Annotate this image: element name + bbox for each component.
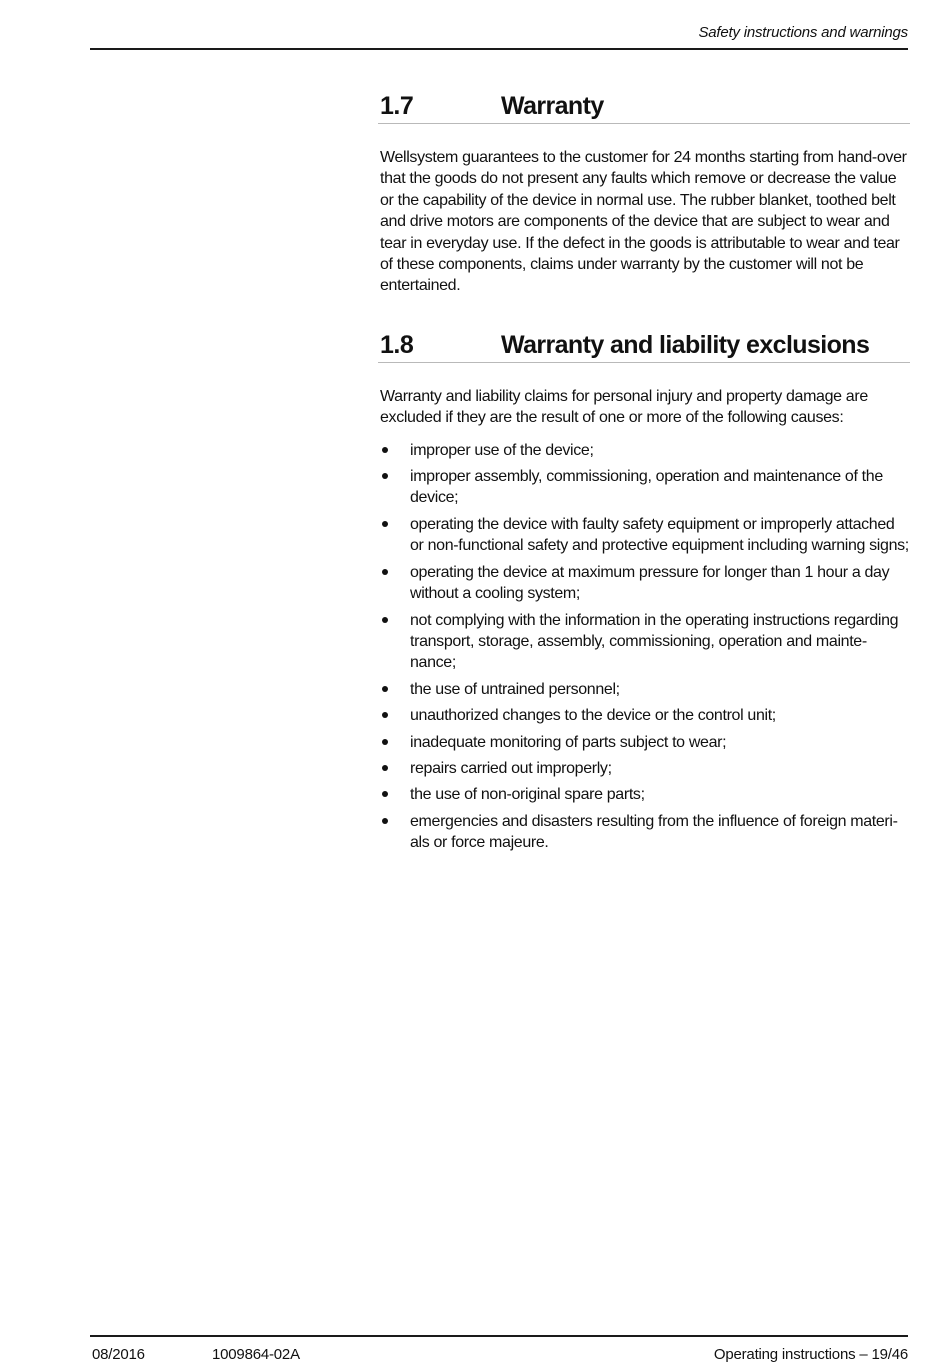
list-item-text: unauthorized changes to the device or the control unit; (410, 707, 776, 725)
bullet-icon (382, 818, 388, 824)
list-item (380, 679, 910, 700)
list-item-text: not complying with the information in the operating instructions regarding transport, storage, assembly, commissioning, operation and mainte-nance; (410, 611, 899, 672)
bullet-icon (382, 569, 388, 575)
bullet-icon (382, 712, 388, 718)
list-item-text: the use of non-original spare parts; (410, 786, 645, 804)
list-item (380, 610, 910, 674)
bullet-icon (382, 739, 388, 745)
footer-document-number: 1009864-02A (212, 1346, 300, 1363)
bullet-icon (382, 521, 388, 527)
bullet-icon (382, 447, 388, 453)
page-content (378, 88, 910, 859)
section-heading (378, 327, 910, 363)
list-item (380, 466, 910, 509)
list-item (380, 705, 910, 726)
section-body (378, 386, 910, 854)
list-item (380, 784, 910, 805)
section-warranty-liability-exclusions (378, 327, 910, 854)
list-item-text: inadequate monitoring of parts subject to wear; (410, 733, 727, 751)
section-number: 1.8 (380, 330, 414, 359)
list-item (380, 732, 910, 753)
paragraph: Wellsystem guarantees to the customer for 24 months starting from hand-over that the goods do not present any faults which remove or decrease the value or the capability of the device in normal use. The rubber blanket, toothed belt and drive motors are components of the device that are subject to wear and tear in everyday use. If the defect in the goods is attributable to wear and tear of these components, claims under warranty by the customer will not be entertained. (380, 149, 907, 295)
bullet-icon (382, 765, 388, 771)
list-item-text: repairs carried out improperly; (410, 759, 612, 777)
section-warranty (378, 88, 910, 297)
list-item (380, 440, 910, 461)
list-item-text: operating the device at maximum pressure for longer than 1 hour a day without a cooling system; (410, 563, 890, 603)
bullet-icon (382, 473, 388, 479)
section-body (378, 147, 910, 297)
list-item (380, 562, 910, 605)
running-header (90, 24, 908, 50)
section-heading (378, 88, 910, 124)
running-header-title: Safety instructions and warnings (698, 24, 908, 41)
bullet-icon (382, 791, 388, 797)
list-item (380, 758, 910, 779)
list-item-text: emergencies and disasters resulting from the influence of foreign materi-als or force majeure. (410, 812, 898, 852)
list-item-text: improper use of the device; (410, 441, 594, 459)
exclusion-list (380, 440, 910, 854)
footer-date: 08/2016 (92, 1346, 145, 1363)
list-item (380, 514, 910, 557)
bullet-icon (382, 686, 388, 692)
footer-page-label: Operating instructions – 19/46 (713, 1346, 908, 1363)
page-footer (90, 1335, 908, 1367)
paragraph: Warranty and liability claims for personal injury and property damage are excluded if they are the result of one or more of the following causes: (380, 387, 868, 427)
list-item-text: improper assembly, commissioning, operation and maintenance of the device; (410, 468, 883, 507)
list-item (380, 811, 910, 854)
list-item-text: operating the device with faulty safety equipment or improperly attached or non-functional safety and protective equipment including warning signs; (410, 515, 909, 555)
bullet-icon (382, 617, 388, 623)
list-item-text: the use of untrained personnel; (410, 680, 620, 698)
section-number: 1.7 (380, 92, 414, 120)
section-title: Warranty and liability exclusions (501, 330, 870, 359)
section-title: Warranty (501, 92, 604, 120)
